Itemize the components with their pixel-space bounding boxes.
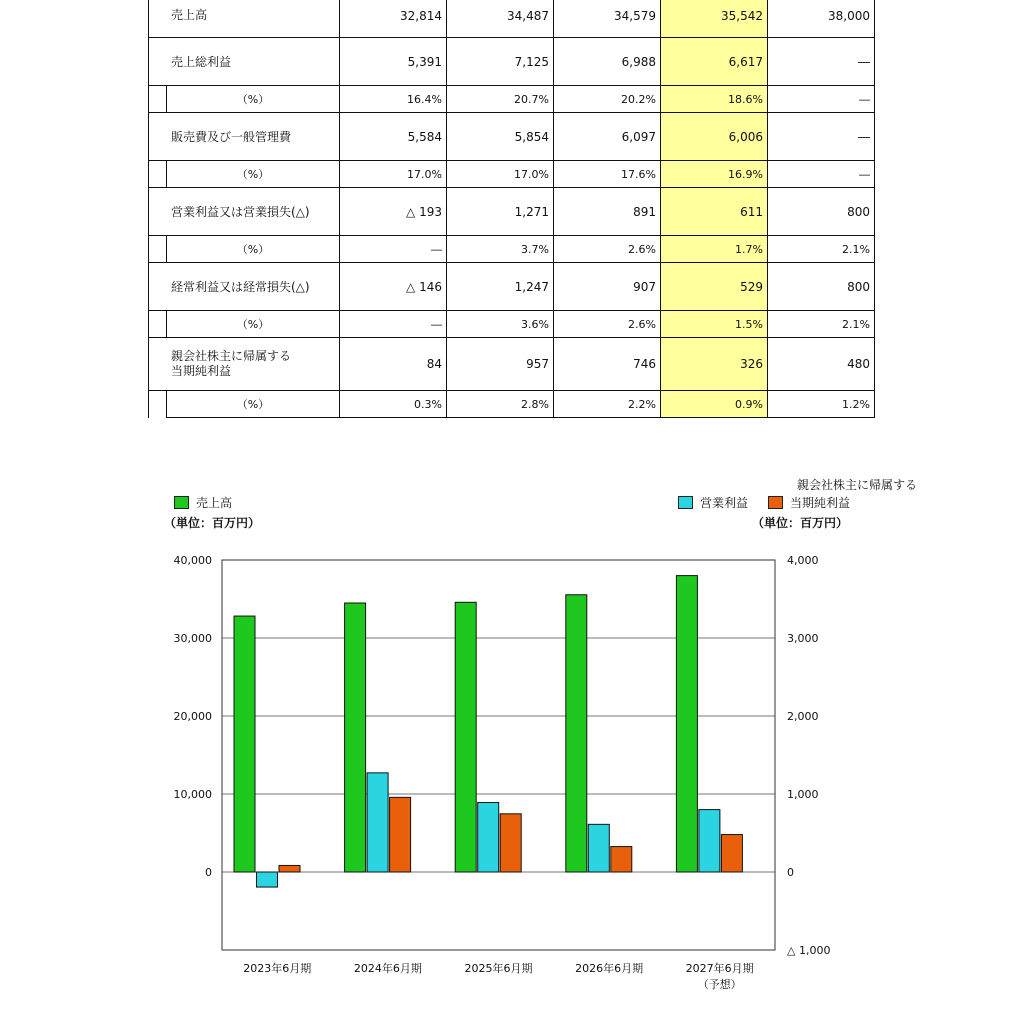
row-label: （%） — [167, 236, 340, 263]
table-cell: 0.3% — [340, 391, 447, 418]
row-label: 経常利益又は経常損失(△) — [149, 263, 340, 311]
table-cell: 16.9% — [661, 161, 768, 188]
row-label: （%） — [167, 86, 340, 113]
row-label: 親会社株主に帰属する 当期純利益 — [149, 338, 340, 391]
table-cell: 17.0% — [340, 161, 447, 188]
table-cell: 0.9% — [661, 391, 768, 418]
table-cell: 326 — [661, 338, 768, 391]
table-cell: 2.8% — [447, 391, 554, 418]
table-cell: ― — [768, 38, 875, 86]
table-cell: 1.2% — [768, 391, 875, 418]
x-axis-tick-sublabel: （予想） — [697, 978, 742, 991]
left-axis-tick-label: 10,000 — [173, 788, 212, 801]
legend-net-income-line1: 親会社株主に帰属する — [797, 478, 918, 492]
legend-operating-profit-label: 営業利益 — [700, 496, 749, 510]
row-label: 営業利益又は営業損失(△) — [149, 188, 340, 236]
row-label: 売上総利益 — [149, 38, 340, 86]
row-label: 販売費及び一般管理費 — [149, 113, 340, 161]
bar-net-income — [721, 835, 742, 872]
x-axis-tick-label: 2024年6月期 — [353, 962, 422, 975]
bar-sales — [455, 602, 476, 872]
legend-net-income-label: 当期純利益 — [790, 496, 851, 510]
bar-operating-profit — [699, 810, 720, 872]
table-cell: 5,854 — [447, 113, 554, 161]
bar-net-income — [500, 814, 521, 872]
table-cell: 2.6% — [554, 311, 661, 338]
table-cell: 907 — [554, 263, 661, 311]
table-cell: 34,487 — [447, 0, 554, 38]
right-axis-tick-label: 0 — [787, 866, 794, 879]
table-cell: 1,271 — [447, 188, 554, 236]
table-cell: 2.1% — [768, 311, 875, 338]
bar-sales — [345, 603, 366, 872]
x-axis-tick-label: 2025年6月期 — [464, 962, 533, 975]
table-cell: 7,125 — [447, 38, 554, 86]
bar-net-income — [611, 847, 632, 872]
left-axis-tick-label: 20,000 — [173, 710, 212, 723]
table-cell: 17.0% — [447, 161, 554, 188]
x-axis-tick-label: 2023年6月期 — [243, 962, 312, 975]
bar-net-income — [279, 865, 300, 872]
legend-sales-label: 売上高 — [196, 496, 233, 510]
table-cell: 84 — [340, 338, 447, 391]
row-label: （%） — [167, 161, 340, 188]
table-cell: 20.7% — [447, 86, 554, 113]
left-unit-label: （単位：百万円） — [164, 516, 261, 530]
table-cell: ― — [340, 236, 447, 263]
x-axis-tick-label: 2026年6月期 — [575, 962, 644, 975]
table-cell: 957 — [447, 338, 554, 391]
table-cell: 5,584 — [340, 113, 447, 161]
table-cell: 2.1% — [768, 236, 875, 263]
table-cell: 18.6% — [661, 86, 768, 113]
table-cell: 1.5% — [661, 311, 768, 338]
table-cell: 3.6% — [447, 311, 554, 338]
table-cell: ― — [768, 113, 875, 161]
left-axis-tick-label: 30,000 — [173, 632, 212, 645]
bar-operating-profit — [257, 872, 278, 887]
right-unit-label: （単位：百万円） — [752, 516, 849, 530]
right-axis-tick-label: 4,000 — [787, 554, 819, 567]
bar-net-income — [390, 797, 411, 872]
table-cell: 800 — [768, 263, 875, 311]
right-axis-tick-label: 1,000 — [787, 788, 819, 801]
table-cell: 529 — [661, 263, 768, 311]
table-cell: 3.7% — [447, 236, 554, 263]
table-cell: 6,006 — [661, 113, 768, 161]
bar-sales — [566, 595, 587, 872]
row-label: （%） — [167, 391, 340, 418]
left-axis-tick-label: 40,000 — [173, 554, 212, 567]
bar-operating-profit — [588, 824, 609, 872]
right-axis-tick-label: 3,000 — [787, 632, 819, 645]
table-cell: 16.4% — [340, 86, 447, 113]
row-label: 売上高 — [149, 0, 340, 38]
table-cell: 2.2% — [554, 391, 661, 418]
table-cell: 20.2% — [554, 86, 661, 113]
table-cell: 891 — [554, 188, 661, 236]
table-cell: 746 — [554, 338, 661, 391]
table-cell: ― — [768, 86, 875, 113]
table-cell: ― — [768, 161, 875, 188]
table-cell: △ 193 — [340, 188, 447, 236]
bar-sales — [234, 616, 255, 872]
table-cell: 2.6% — [554, 236, 661, 263]
table-cell: 1.7% — [661, 236, 768, 263]
bar-operating-profit — [367, 773, 388, 872]
table-cell: 6,988 — [554, 38, 661, 86]
x-axis-tick-label: 2027年6月期 — [685, 962, 754, 975]
row-label: （%） — [167, 311, 340, 338]
table-cell: △ 146 — [340, 263, 447, 311]
bar-operating-profit — [478, 803, 499, 872]
table-cell: 38,000 — [768, 0, 875, 38]
table-cell: 32,814 — [340, 0, 447, 38]
right-axis-tick-label: △ 1,000 — [787, 944, 831, 957]
bar-sales — [676, 576, 697, 872]
table-cell: ― — [340, 311, 447, 338]
table-cell: 35,542 — [661, 0, 768, 38]
table-cell: 611 — [661, 188, 768, 236]
table-cell: 480 — [768, 338, 875, 391]
table-cell: 34,579 — [554, 0, 661, 38]
table-cell: 1,247 — [447, 263, 554, 311]
table-cell: 5,391 — [340, 38, 447, 86]
left-axis-tick-label: 0 — [205, 866, 212, 879]
table-cell: 6,097 — [554, 113, 661, 161]
table-cell: 6,617 — [661, 38, 768, 86]
table-cell: 800 — [768, 188, 875, 236]
table-cell: 17.6% — [554, 161, 661, 188]
right-axis-tick-label: 2,000 — [787, 710, 819, 723]
